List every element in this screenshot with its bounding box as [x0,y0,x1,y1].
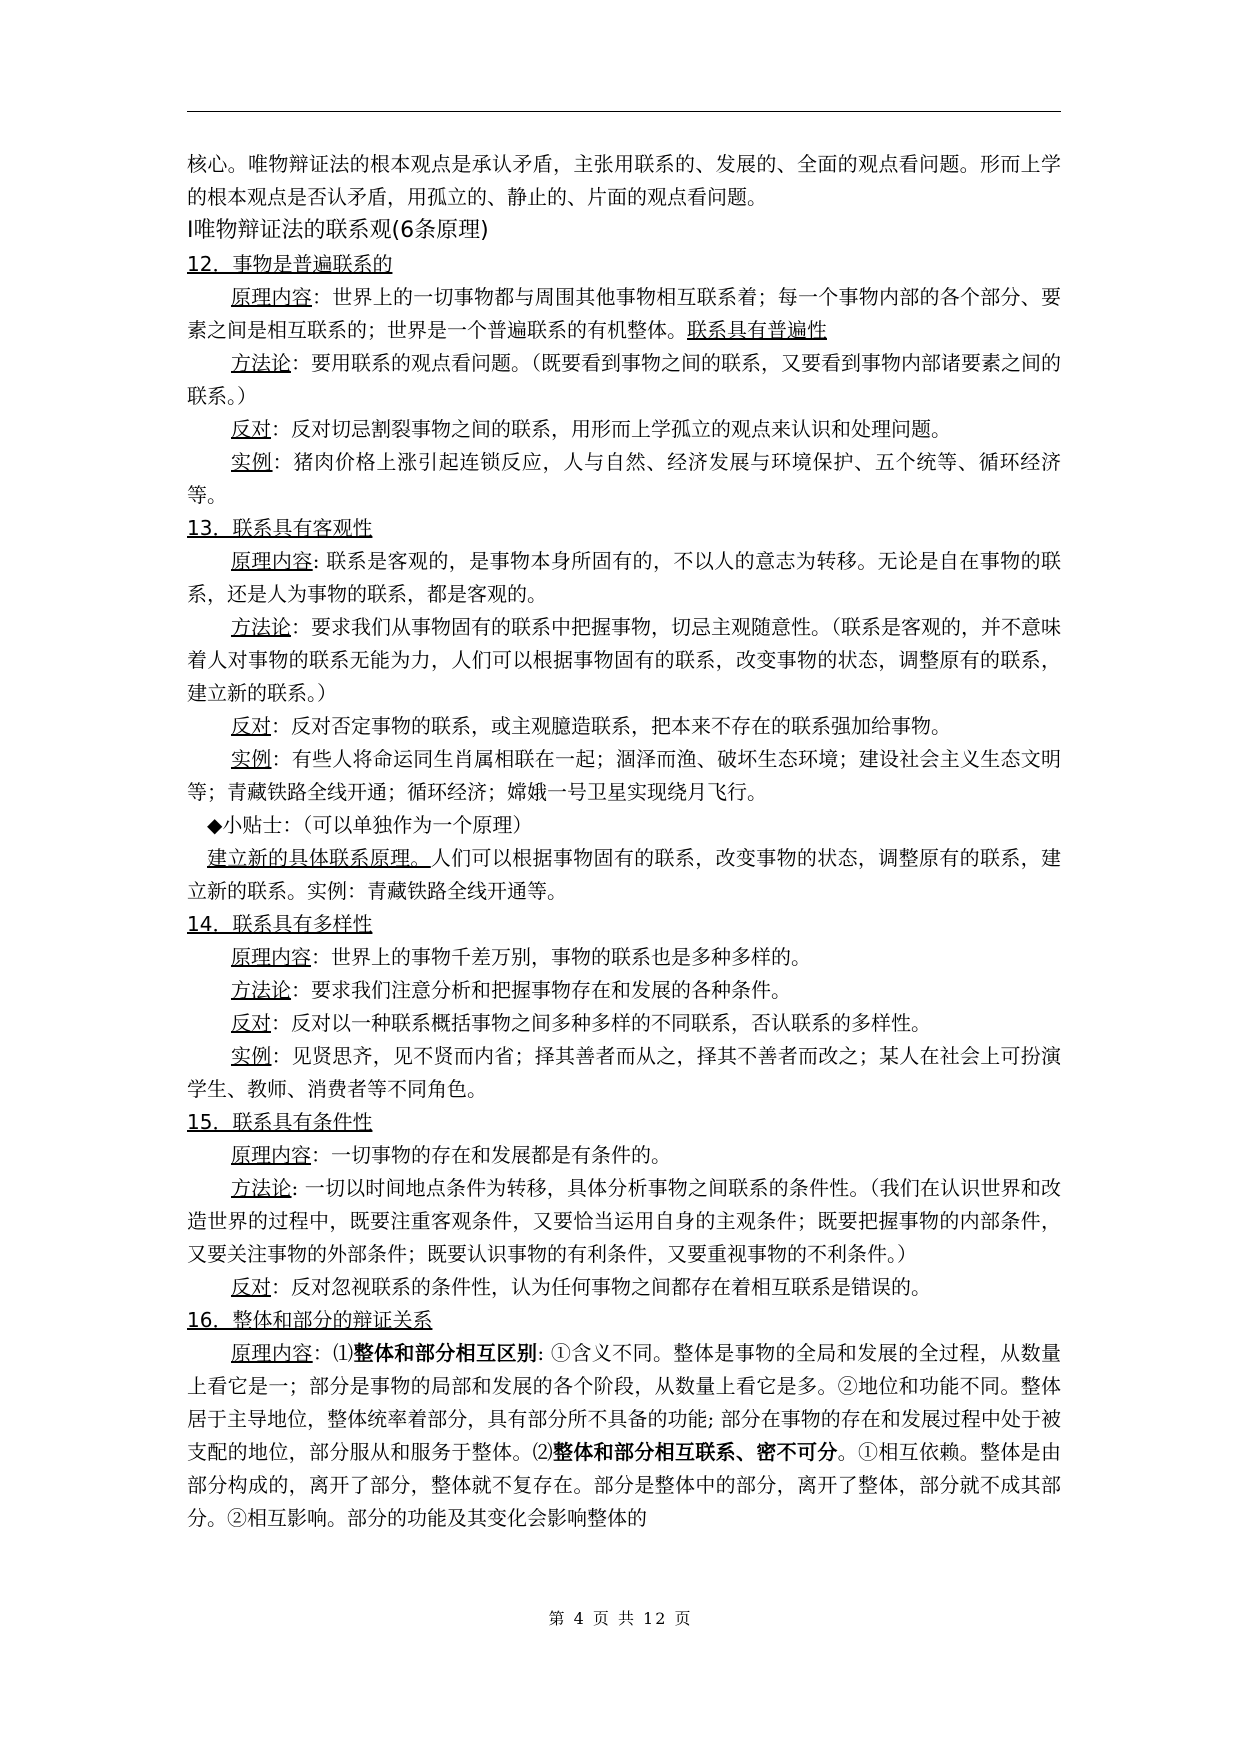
header-rule [187,111,1061,112]
p16-bold-distinction: 整体和部分相互区别 [353,1341,538,1365]
heading-14: 14．联系具有多样性 [187,912,373,936]
p12-content-tag: 联系具有普遍性 [687,318,827,342]
label-method: 方法论 [231,351,291,375]
intro-paragraph: 核心。唯物辩证法的根本观点是承认矛盾，主张用联系的、发展的、全面的观点看问题。形而上学的根本观点是否认矛盾，用孤立的、静止的、片面的观点看问题。 [187,152,1061,209]
heading-16: 16．整体和部分的辩证关系 [187,1308,433,1332]
p14-method: 方法论：要求我们注意分析和把握事物存在和发展的各种条件。 [231,978,791,1002]
label-content: 原理内容 [231,945,311,969]
p14-oppose: 反对：反对以一种联系概括事物之间多种多样的不同联系，否认联系的多样性。 [231,1011,931,1035]
p12-content: 原理内容：世界上的一切事物都与周围其他事物相互联系着；每一个事物内部的各个部分、要素之间是相互联系的；世界是一个普遍联系的有机整体。联系具有普遍性 [187,285,1061,342]
document-body [187,148,1061,1535]
p16-bold-connection: 整体和部分相互联系、密不可分 [553,1440,838,1464]
label-content: 原理内容 [231,1143,311,1167]
label-oppose: 反对 [231,714,271,738]
label-example: 实例 [231,747,272,771]
p13-example: 实例：有些人将命运同生肖属相联在一起；涸泽而渔、破坏生态环境；建设社会主义生态文明等；青藏铁路全线开通；循环经济；嫦娥一号卫星实现绕月飞行。 [187,747,1061,804]
label-method: 方法论 [231,1176,292,1200]
page-footer: 第 4 页 共 12 页 [548,1609,693,1628]
p15-method: 方法论: 一切以时间地点条件为转移，具体分析事物之间联系的条件性。（我们在认识世界和改造世界的过程中，既要注重客观条件，又要恰当运用自身的主观条件；既要把握事物的内部条件，又要关注事物的外部条件；既要认识事物的有利条件，又要重视事物的不利条件。） [187,1176,1061,1266]
heading-13: 13．联系具有客观性 [187,516,373,540]
heading-12: 12．事物是普遍联系的 [187,252,393,276]
p12-method: 方法论：要用联系的观点看问题。（既要看到事物之间的联系，又要看到事物内部诸要素之间的联系。） [187,351,1061,408]
label-example: 实例 [231,450,273,474]
p12-example: 实例：猪肉价格上涨引起连锁反应，人与自然、经济发展与环境保护、五个统等、循环经济等。 [187,450,1062,507]
p13-tip-body: 建立新的具体联系原理。人们可以根据事物固有的联系，改变事物的状态，调整原有的联系，建立新的联系。实例：青藏铁路全线开通等。 [187,846,1062,903]
label-content: 原理内容 [231,549,313,573]
section-title: Ⅰ唯物辩证法的联系观(6条原理) [187,218,489,243]
p16-content: 原理内容：⑴整体和部分相互区别: ①含义不同。整体是事物的全局和发展的全过程，从数量上看它是一；部分是事物的局部和发展的各个阶段，从数量上看它是多。②地位和功能不同。整体居于主导地位，整体统率着部分，具有部分所不具备的功能; 部分在事物的存在和发展过程中处于被支配的地位，部分服从和服务于整体。⑵整体和部分相互联系、密不可分。①相互依赖。整体是由部分构成的，离开了部分，整体就不复存在。部分是整体中的部分，离开了整体，部分就不成其部分。②相互影响。部分的功能及其变化会影响整体的 [187,1341,1062,1530]
p14-example: 实例：见贤思齐，见不贤而内省；择其善者而从之，择其不善者而改之；某人在社会上可扮演学生、教师、消费者等不同角色。 [187,1044,1061,1101]
p14-content: 原理内容：世界上的事物千差万别，事物的联系也是多种多样的。 [231,945,811,969]
label-method: 方法论 [231,978,291,1002]
label-oppose: 反对 [231,417,271,441]
label-content: 原理内容 [231,1341,313,1365]
label-oppose: 反对 [231,1275,271,1299]
p13-oppose: 反对：反对否定事物的联系，或主观臆造联系，把本来不存在的联系强加给事物。 [231,714,951,738]
p15-oppose: 反对：反对忽视联系的条件性，认为任何事物之间都存在着相互联系是错误的。 [231,1275,931,1299]
label-method: 方法论 [231,615,291,639]
p15-content: 原理内容：一切事物的存在和发展都是有条件的。 [231,1143,671,1167]
p13-method: 方法论：要求我们从事物固有的联系中把握事物，切忌主观随意性。（联系是客观的，并不意味着人对事物的联系无能为力，人们可以根据事物固有的联系，改变事物的状态，调整原有的联系，建立新的联系。） [187,615,1061,705]
heading-15: 15．联系具有条件性 [187,1110,373,1134]
tip-heading: 建立新的具体联系原理。 [207,846,431,870]
label-content: 原理内容 [231,285,312,309]
label-example: 实例 [231,1044,272,1068]
label-oppose: 反对 [231,1011,271,1035]
p13-content: 原理内容: 联系是客观的，是事物本身所固有的，不以人的意志为转移。无论是自在事物的联系，还是人为事物的联系，都是客观的。 [187,549,1061,606]
p13-tip: ◆小贴士：（可以单独作为一个原理） [207,813,533,837]
p12-oppose: 反对：反对切忌割裂事物之间的联系，用形而上学孤立的观点来认识和处理问题。 [231,417,951,441]
